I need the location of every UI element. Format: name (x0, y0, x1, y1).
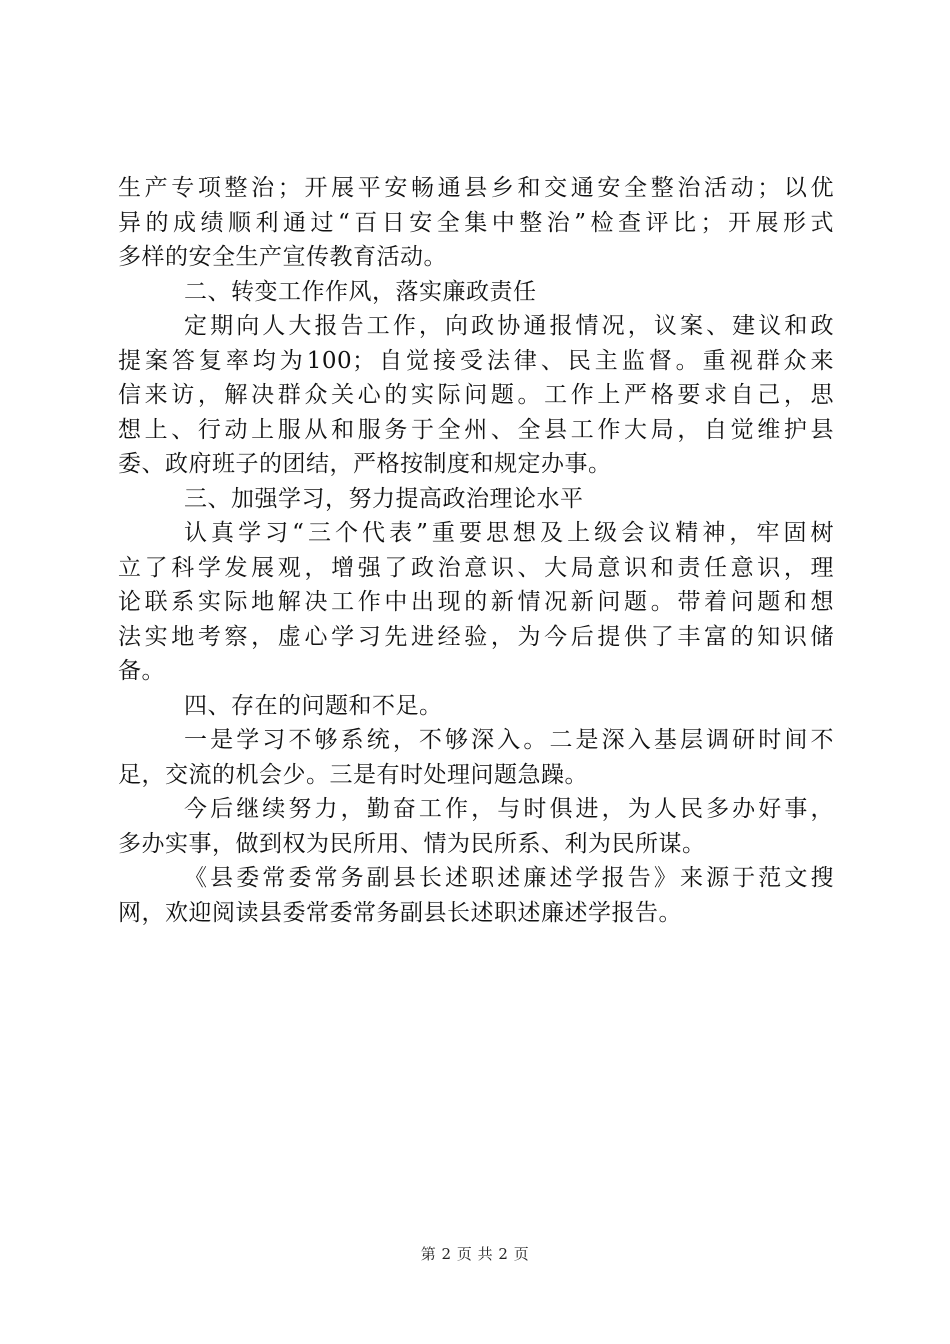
section-heading: 三、加强学习，努力提高政治理论水平 (184, 485, 584, 512)
document-body (118, 171, 834, 930)
text-line: 多样的安全生产宣传教育活动。 (118, 244, 447, 270)
text-line: 《县委常委常务副县长述职述廉述学报告》来源于范文搜 (184, 865, 834, 891)
text-line: 异的成绩顺利通过“百日安全集中整治”检查评比；开展形式 (118, 209, 834, 236)
text-line: 一是学习不够系统，不够深入。二是深入基层调研时间不 (184, 727, 834, 753)
section-heading: 二、转变工作作风，落实廉政责任 (184, 278, 537, 305)
section-heading: 四、存在的问题和不足。 (184, 692, 443, 719)
text-line: 多办实事，做到权为民所用、情为民所系、利为民所谋。 (118, 830, 706, 857)
text-line: 定期向人大报告工作，向政协通报情况，议案、建议和政 (184, 313, 834, 339)
text-line: 生产专项整治；开展平安畅通县乡和交通安全整治活动；以优 (118, 175, 834, 201)
text-line: 今后继续努力，勤奋工作，与时俱进，为人民多办好事， (184, 796, 834, 822)
text-line: 备。 (118, 658, 165, 684)
text-line: 足，交流的机会少。三是有时处理问题急躁。 (118, 761, 588, 788)
text-line: 提案答复率均为100；自觉接受法律、民主监督。重视群众来 (118, 347, 834, 374)
text-line: 论联系实际地解决工作中出现的新情况新问题。带着问题和想 (118, 589, 834, 615)
text-line: 网，欢迎阅读县委常委常务副县长述职述廉述学报告。 (118, 899, 682, 926)
page-number-footer: 第 2 页 共 2 页 (420, 1245, 530, 1263)
text-line: 想上、行动上服从和服务于全州、全县工作大局，自觉维护县 (118, 416, 834, 443)
text-line: 立了科学发展观，增强了政治意识、大局意识和责任意识，理 (118, 554, 834, 581)
text-line: 认真学习“三个代表”重要思想及上级会议精神，牢固树 (184, 520, 834, 546)
text-line: 信来访，解决群众关心的实际问题。工作上严格要求自己，思 (118, 382, 834, 408)
text-line: 法实地考察，虚心学习先进经验，为今后提供了丰富的知识储 (118, 623, 834, 650)
text-line: 委、政府班子的团结，严格按制度和规定办事。 (118, 451, 612, 477)
